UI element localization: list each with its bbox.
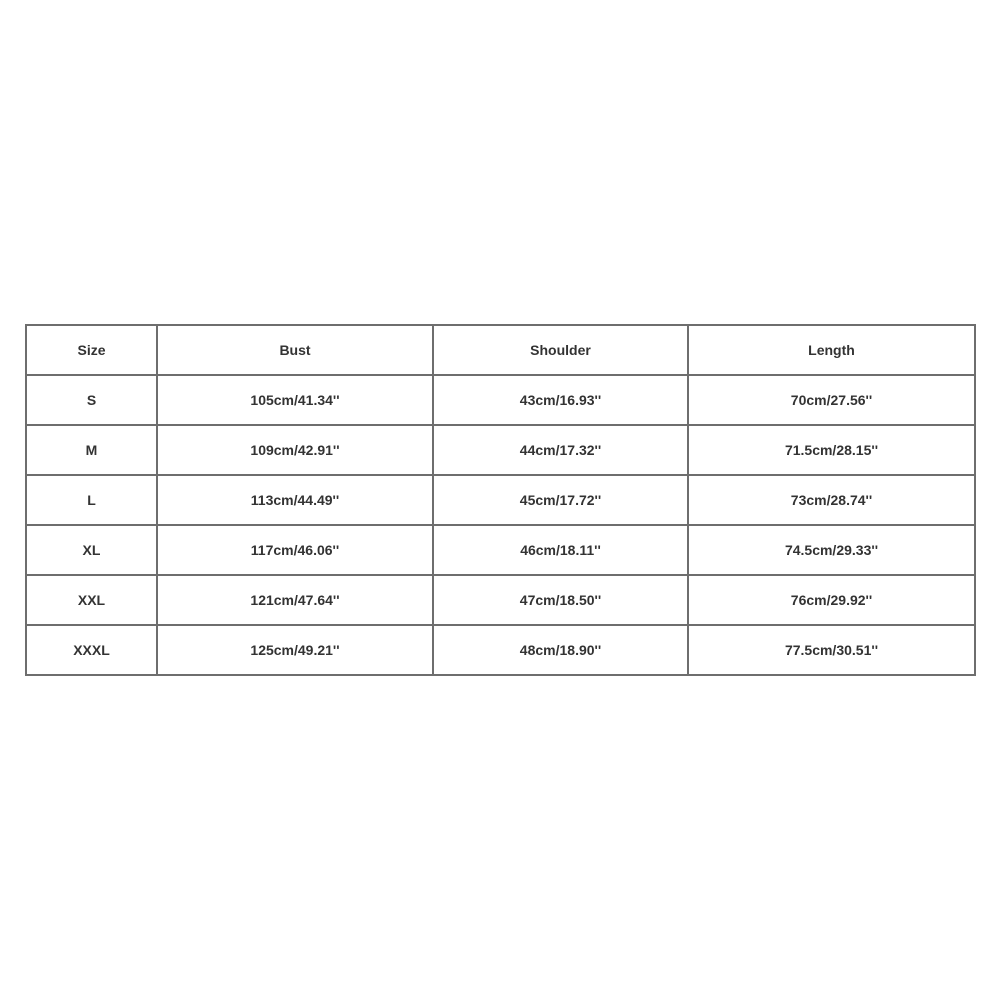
size-chart-header [26,325,975,375]
cell-bust: 121cm/47.64'' [157,575,433,625]
cell-shoulder: 47cm/18.50'' [433,575,688,625]
cell-size: XL [26,525,157,575]
cell-shoulder: 43cm/16.93'' [433,375,688,425]
header-length: Length [688,325,975,375]
header-size: Size [26,325,157,375]
cell-length: 71.5cm/28.15'' [688,425,975,475]
cell-bust: 109cm/42.91'' [157,425,433,475]
table-row [26,575,975,625]
cell-length: 70cm/27.56'' [688,375,975,425]
cell-size: XXXL [26,625,157,675]
table-row [26,525,975,575]
header-shoulder: Shoulder [433,325,688,375]
table-row [26,425,975,475]
cell-size: L [26,475,157,525]
header-bust: Bust [157,325,433,375]
cell-size: S [26,375,157,425]
cell-bust: 125cm/49.21'' [157,625,433,675]
size-chart-table [25,324,976,676]
cell-bust: 105cm/41.34'' [157,375,433,425]
cell-bust: 113cm/44.49'' [157,475,433,525]
table-row [26,375,975,425]
cell-length: 74.5cm/29.33'' [688,525,975,575]
table-row [26,625,975,675]
cell-length: 77.5cm/30.51'' [688,625,975,675]
cell-size: XXL [26,575,157,625]
cell-shoulder: 44cm/17.32'' [433,425,688,475]
cell-length: 73cm/28.74'' [688,475,975,525]
size-chart-body [26,375,975,675]
cell-shoulder: 48cm/18.90'' [433,625,688,675]
cell-shoulder: 45cm/17.72'' [433,475,688,525]
cell-bust: 117cm/46.06'' [157,525,433,575]
cell-shoulder: 46cm/18.11'' [433,525,688,575]
cell-length: 76cm/29.92'' [688,575,975,625]
table-row [26,475,975,525]
header-row [26,325,975,375]
cell-size: M [26,425,157,475]
